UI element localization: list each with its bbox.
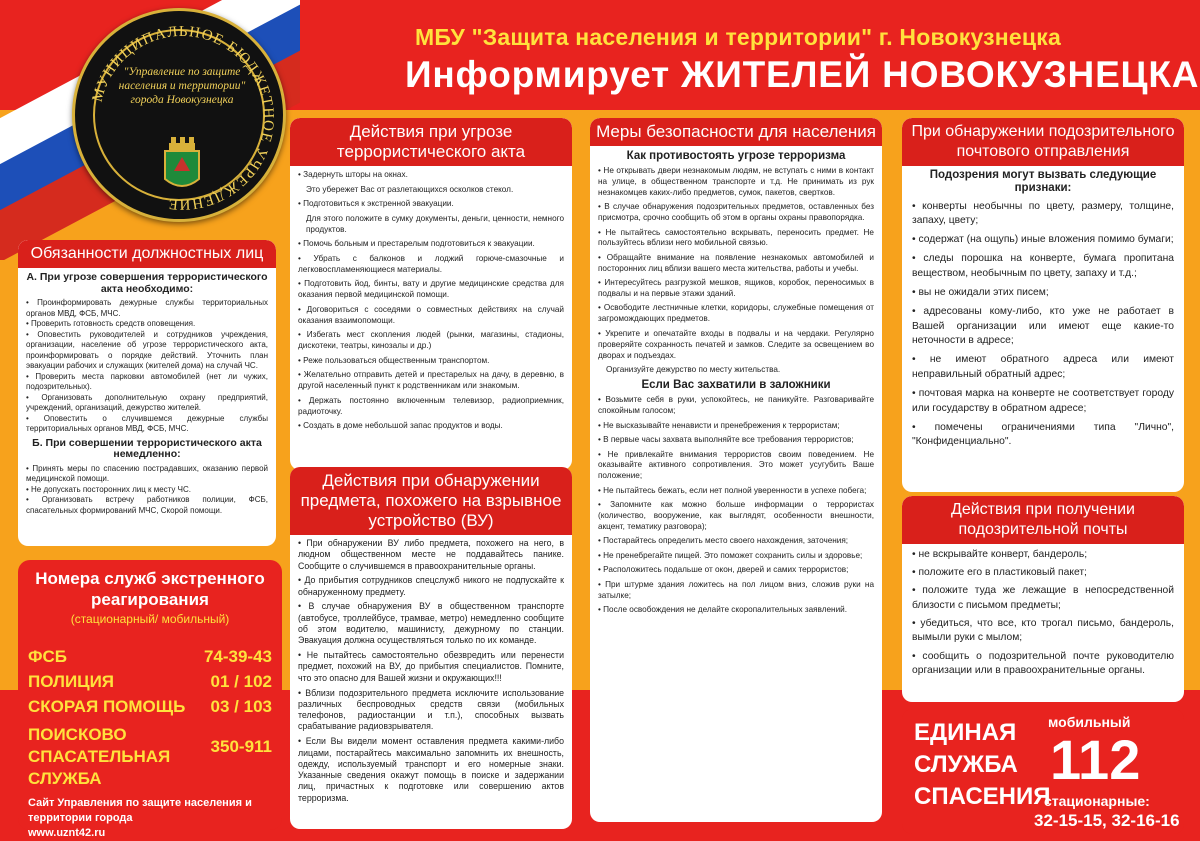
emergency-subtitle: (стационарный/ мобильный) — [70, 612, 230, 626]
hostage-item: • Расположитесь подальше от окон, дверей и самих террористов; — [598, 565, 849, 575]
postal-item: • содержат (на ощупь) иные вложения помимо бумаги; — [912, 234, 1174, 246]
service-number: 01 / 102 — [210, 672, 272, 691]
threat-item: • Подготовиться к экстренной эвакуации. — [298, 199, 454, 208]
postal-subtitle: Подозрения могут вызвать следующие признаки: — [929, 169, 1157, 194]
org-title: МБУ "Защита населения и территории" г. Новокузнецка — [415, 24, 1061, 50]
postal-item: • вы не ожидали этих писем; — [912, 286, 1049, 298]
safety-subtitle-2: Если Вас захватили в заложники — [641, 379, 831, 392]
device-item: • В случае обнаружения ВУ в общественном транспорте (автобусе, троллейбусе, трамвае, метро) немедленно сообщите об этом водителю, машинисту, дежурному по станции. Эвакуация должна осуществляться только по их команде. — [298, 601, 564, 646]
safety-item: • Не открывать двери незнакомым людям, не вступать с ними в контакт на улице, в общественном транспорте и т.д. Не принимать из рук незнакомцев каких-либо предметов, сумок, пакетов, свертков. — [598, 166, 874, 197]
mobile-label: мобильный — [1048, 714, 1131, 730]
hostage-item: • Не пренебрегайте пищей. Это поможет сохранить силы и здоровье; — [598, 550, 863, 560]
hostage-item: • После освобождения не делайте скоропалительных заявлений. — [598, 604, 847, 614]
hostage-item: • В первые часы захвата выполняйте все требования террористов; — [598, 435, 854, 445]
postal-item: • помечены ограничениями типа "Лично", "Конфиденциально". — [912, 421, 1174, 448]
service-name: ФСБ — [28, 647, 68, 666]
device-item: • Вблизи подозрительного предмета исключите использование различных беспроводных средств связи (мобильных телефонов, радиостанции и т.п.), способных вызвать срабатывание радиовзрывателя. — [298, 687, 564, 732]
threat-item: • Договориться с соседями о совместных действиях на случай оказания взаимопомощи. — [298, 304, 564, 325]
mail-item: • убедиться, что все, кто трогал письмо, бандероль, вымыли руки с мылом; — [912, 617, 1174, 644]
duties-item: • Проверить готовность средств оповещения. — [26, 319, 196, 328]
hostage-item: • Не привлекайте внимания террористов своим поведением. Не оказывайте активного сопротивления. Это может усугубить Ваше положение; — [598, 449, 874, 481]
hostage-item: • Возьмите себя в руки, успокойтесь, не паникуйте. Разговаривайте спокойным голосом; — [598, 395, 874, 416]
duties-subtitle-b: Б. При совершении террористического акта немедленно: — [32, 436, 262, 460]
duties-item: • Проинформировать дежурные службы территориальных органов МВД, ФСБ, МЧС. — [26, 298, 268, 318]
service-number: 350-911 — [210, 737, 272, 756]
city-coat-of-arms-icon — [165, 137, 199, 186]
mail-item: • положите его в пластиковый пакет; — [912, 567, 1087, 579]
mail-item: • положите туда же лежащие в непосредственной близости с письмом предметы; — [912, 585, 1174, 611]
safety-item: • Интересуйтесь разгрузкой мешков, ящиков, коробок, переносимых в подвалы и на первые этажи зданий. — [598, 278, 874, 299]
threat-item: • Желательно отправить детей и престарелых на дачу, в деревню, в другой населенный пункт к родственникам или знакомым. — [298, 370, 564, 390]
safety-item: • Освободите лестничные клетки, коридоры, служебные помещения от загромождающих предметов. — [598, 303, 874, 324]
seal-ring-text-svg — [75, 11, 289, 225]
threat-item: • Задернуть шторы на окнах. — [298, 170, 408, 179]
device-panel — [290, 467, 572, 829]
postal-item: • адресованы кому-либо, кто уже не работает в Вашей организации или имеют еще какие-то неточности в адресе; — [912, 306, 1174, 347]
seal-ring-text: МУНИЦИПАЛЬНОЕ БЮДЖЕТНОЕ УЧРЕЖДЕНИЕ — [89, 23, 277, 213]
postal-item: • почтовая марка на конверте не соответствует городу или государству в обратном адресе; — [912, 388, 1174, 414]
postal-panel — [902, 118, 1184, 492]
duties-item: • Организовать дополнительную охрану предприятий, учреждений, организаций, дежурство жителей. — [26, 392, 268, 412]
threat-panel — [290, 118, 572, 470]
postal-title: При обнаружении подозрительного почтового отправления — [902, 118, 1184, 166]
service-name: ПОЛИЦИЯ — [28, 672, 115, 691]
threat-item: • Подготовить йод, бинты, вату и другие медицинские средства для оказания первой медицинской помощи. — [298, 279, 564, 299]
single-rescue-service-block — [902, 709, 1184, 834]
hostage-item: • Постарайтесь определить место своего нахождения, заточения; — [598, 536, 849, 546]
service-name: СКОРАЯ ПОМОЩЬ — [28, 697, 186, 716]
postal-item: • не имеют обратного адреса или имеют неправильный обратный адрес; — [912, 354, 1174, 380]
duties-panel — [18, 240, 276, 546]
seal-center-text: "Управление по защите населения и территории" города Новокузнецка — [118, 66, 246, 106]
hostage-item: • Не пытайтесь бежать, если нет полной уверенности в успехе побега; — [598, 485, 867, 495]
device-item: • Не пытайтесь самостоятельно обезвредить или перенести предмет, похожий на ВУ, до прибытия специалистов. Помните, что это опасно для Вашей жизни и окружающих!!! — [298, 650, 564, 683]
device-item: • До прибытия сотрудников спецслужб никого не подпускайте к обнаруженному предмету. — [298, 575, 564, 597]
hostage-item: • Запомните как можно больше информации о террористах (количество, вооружение, как выглядят, особенности внешности, акцент, тематику разговора); — [598, 500, 874, 531]
threat-item: Для этого положите в сумку документы, деньги, ценности, немного продуктов. — [306, 213, 564, 234]
threat-item: Это убережет Вас от разлетающихся осколков стекол. — [306, 184, 514, 194]
safety-item: • Обращайте внимание на появление незнакомых автомобилей и посторонних лиц вблизи вашего места жительства, работы и учебы. — [598, 252, 874, 273]
mail-panel — [902, 496, 1184, 702]
threat-item: • Создать в доме небольшой запас продуктов и воды. — [298, 421, 503, 430]
institution-seal — [72, 8, 286, 222]
threat-item: • Убрать с балконов и лоджий горюче-смазочные и легковоспламеняющиеся материалы. — [298, 253, 564, 274]
duties-item: • Оповестить о случившемся дежурные службы территориальных органов МВД, ФСБ, МЧС. — [26, 413, 268, 433]
mail-title: Действия при получении подозрительной почты — [902, 496, 1184, 544]
postal-item: • конверты необычны по цвету, размеру, толщине, запаху, цвету; — [912, 200, 1174, 227]
duties-title: Обязанности должностных лиц — [18, 240, 276, 268]
hostage-item: • Не высказывайте ненависти и пренебрежения к террористам; — [598, 420, 840, 430]
emergency-title: Номера служб экстренного реагирования — [35, 569, 265, 609]
emergency-numbers-block — [18, 560, 282, 839]
duties-item: • Оповестить руководителей и сотрудников учреждения, организации, население об угрозе террористического акта, проинформировать о порядке действий. Уточнить план эвакуации рабочих и служащих (жителей дома) на случай ЧС. — [26, 329, 268, 370]
device-item: • При обнаружении ВУ либо предмета, похожего на него, в людном общественном месте не поддавайтесь панике. Сообщите о случившемся в правоохранительные органы. — [298, 538, 564, 571]
mobile-number: 112 — [1050, 728, 1141, 791]
duties-item: • Проверить места парковки автомобилей (нет ли чужих, подозрительных). — [26, 371, 268, 391]
threat-item: • Держать постоянно включенным телевизор, радиоприемник, радиоточку. — [298, 395, 564, 416]
site-info — [28, 796, 282, 841]
threat-item: • Помочь больным и престарелым подготовиться к эвакуации. — [298, 239, 535, 248]
site-url[interactable]: www.uznt42.ru — [28, 827, 106, 839]
mail-item: • не вскрывайте конверт, бандероль; — [912, 549, 1088, 560]
service-name: ПОИСКОВО СПАСАТЕЛЬНАЯ СЛУЖБА — [28, 725, 171, 788]
device-item: • Если Вы видели момент оставления предмета какими-либо лицами, постарайтесь максимально запомнить их внешность, одежду, используемый транспорт и его номерные знаки. Указанные сведения окажут помощь в поиске и задержании лиц, причастных к подготовке или совершению актов терроризма. — [298, 736, 564, 803]
threat-item: • Избегать мест скопления людей (рынки, магазины, стадионы, дискотеки, театры, кинозалы и др.) — [298, 330, 564, 350]
mail-item: • сообщить о подозрительной почте руководителю организации или в правоохранительные органы. — [912, 650, 1174, 677]
safety-item: • Не пытайтесь самостоятельно вскрывать, переносить предмет. Не пользуйтесь вблизи него мобильной связью. — [598, 227, 874, 248]
duties-item: • Организовать встречу работников полиции, ФСБ, спасательных формирований МЧС, Скорой помощи. — [26, 495, 268, 515]
landline-numbers: 32-15-15, 32-16-16 — [1034, 811, 1180, 830]
safety-item: • Укрепите и опечатайте входы в подвалы и на чердаки. Регулярно проверяйте сохранность печатей и замков. Следите за освещением во дворах и подъездах. — [598, 328, 874, 360]
device-title: Действия при обнаружении предмета, похожего на взрывное устройство (ВУ) — [290, 467, 572, 535]
single-service-title: ЕДИНАЯ СЛУЖБА СПАСЕНИЯ — [914, 719, 1051, 810]
safety-subtitle-1: Как противостоять угрозе терроризма — [626, 150, 846, 162]
service-number: 03 / 103 — [210, 697, 272, 716]
safety-panel — [590, 118, 882, 822]
site-label: Сайт Управления по защите населения и территории города — [28, 797, 252, 824]
duties-subtitle-a: А. При угрозе совершения террористического акта необходимо: — [26, 271, 268, 295]
safety-title: Меры безопасности для населения — [590, 118, 882, 146]
landline-label: стационарные: — [1044, 793, 1150, 809]
threat-title: Действия при угрозе террористического акта — [290, 118, 572, 166]
threat-item: • Реже пользоваться общественным транспортом. — [298, 355, 490, 365]
safety-item: Организуйте дежурство по месту жительства. — [606, 365, 781, 374]
safety-item: • В случае обнаружения подозрительных предметов, оставленных без присмотра, срочно сообщить об этом в органы охраны правопорядка. — [598, 202, 874, 223]
postal-item: • следы порошка на конверте, бумага пропитана веществом, необычным по цвету, запаху и т.д.; — [912, 253, 1174, 279]
duties-item: • Не допускать посторонних лиц к месту ЧС. — [26, 484, 191, 494]
hostage-item: • При штурме здания ложитесь на пол лицом вниз, сложив руки на затылке; — [598, 579, 874, 600]
page-headline: Информирует ЖИТЕЛЕЙ НОВОКУЗНЕЦКА — [405, 54, 1200, 95]
duties-item: • Принять меры по спасению пострадавших, оказанию первой медицинской помощи. — [26, 463, 268, 483]
service-number: 74-39-43 — [203, 647, 272, 666]
